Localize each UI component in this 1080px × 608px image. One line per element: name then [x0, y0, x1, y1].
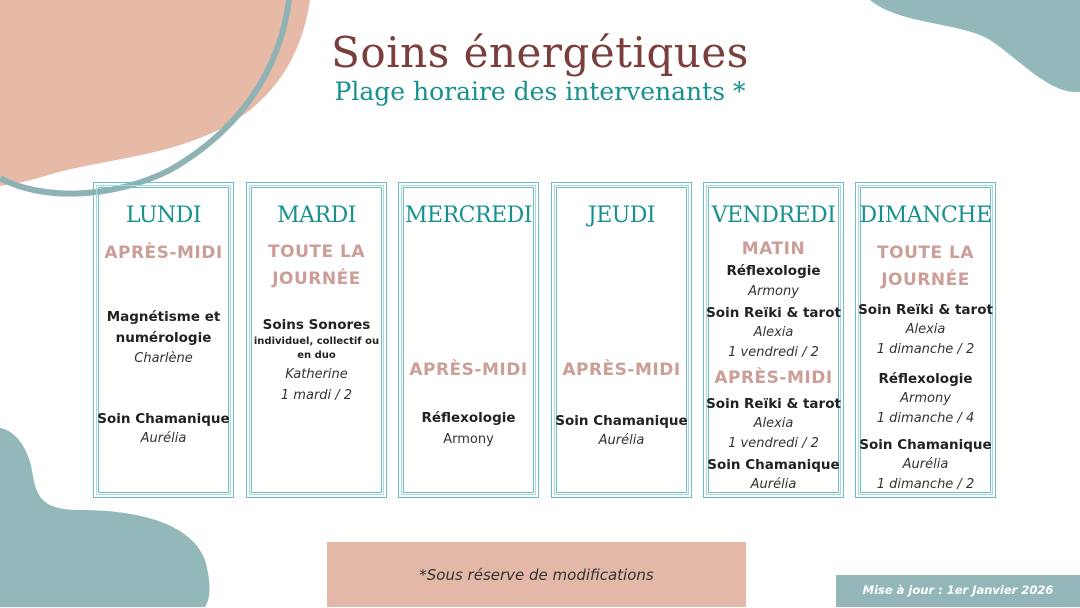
footnote-banner: *Sous réserve de modifications: [327, 542, 746, 607]
activity: Soin Chamanique: [97, 411, 230, 427]
activity: Soin Reïki & tarot: [706, 396, 841, 412]
practitioner: Alexia: [753, 325, 794, 340]
practitioner: Katherine: [285, 367, 348, 382]
time-slot: APRÈS-MIDI: [562, 360, 681, 380]
page-title: Soins énergétiques: [331, 28, 749, 77]
activity: Soins Sonores: [262, 317, 371, 333]
day-name: LUNDI: [125, 203, 202, 228]
practitioner: Armony: [748, 284, 799, 299]
activity: Magnétisme et: [106, 309, 221, 325]
practitioner: Aurélia: [902, 457, 949, 472]
practitioner: Alexia: [905, 322, 946, 337]
practitioner: Charlène: [134, 351, 193, 366]
frequency: 1 dimanche / 2: [876, 477, 975, 492]
day-name: VENDREDI: [711, 203, 836, 228]
activity: Soin Chamanique: [707, 457, 840, 473]
time-slot: JOURNÉE: [881, 270, 970, 290]
practitioner: Aurélia: [598, 433, 645, 448]
activity: numérologie: [115, 330, 212, 346]
time-slot: MATIN: [741, 239, 806, 259]
header: [0, 28, 1080, 108]
day-card-jeudi: [551, 182, 692, 498]
frequency: 1 vendredi / 2: [728, 436, 819, 451]
update-badge: Mise à jour : 1er Janvier 2026: [836, 575, 1080, 607]
frequency: 1 dimanche / 4: [876, 411, 975, 426]
page-subtitle: Plage horaire des intervenants *: [334, 77, 746, 106]
day-card-vendredi: [703, 182, 844, 498]
day-card-mardi: [246, 182, 387, 498]
time-slot: TOUTE LA: [268, 242, 365, 262]
day-card-mercredi: [398, 182, 539, 498]
activity: Soin Chamanique: [555, 413, 688, 429]
day-name: MARDI: [277, 203, 356, 228]
frequency: 1 vendredi / 2: [728, 345, 819, 360]
activity-detail: en duo: [297, 350, 336, 361]
day-card-lundi: [93, 182, 234, 498]
time-slot: APRÈS-MIDI: [409, 360, 528, 380]
day-name: JEUDI: [587, 203, 656, 228]
activity: Soin Reïki & tarot: [858, 302, 993, 318]
activity-detail: individuel, collectif ou: [253, 336, 380, 347]
activity: Soin Chamanique: [859, 437, 992, 453]
time-slot: TOUTE LA: [877, 243, 974, 263]
practitioner: Aurélia: [140, 431, 187, 446]
practitioner: Armony: [443, 432, 494, 447]
time-slot: JOURNÉE: [272, 269, 361, 289]
day-card-dimanche: [855, 182, 996, 498]
time-slot: APRÈS-MIDI: [104, 243, 223, 263]
frequency: 1 mardi / 2: [280, 388, 353, 403]
practitioner: Armony: [900, 391, 951, 406]
time-slot: APRÈS-MIDI: [714, 368, 833, 388]
practitioner: Alexia: [753, 416, 794, 431]
frequency: 1 dimanche / 2: [876, 342, 975, 357]
activity: Soin Reïki & tarot: [706, 305, 841, 321]
day-name: MERCREDI: [405, 203, 532, 228]
activity: Réflexologie: [878, 371, 973, 387]
practitioner: Aurélia: [750, 477, 797, 492]
day-name: DIMANCHE: [859, 203, 992, 228]
activity: Réflexologie: [421, 410, 516, 426]
activity: Réflexologie: [726, 263, 821, 279]
